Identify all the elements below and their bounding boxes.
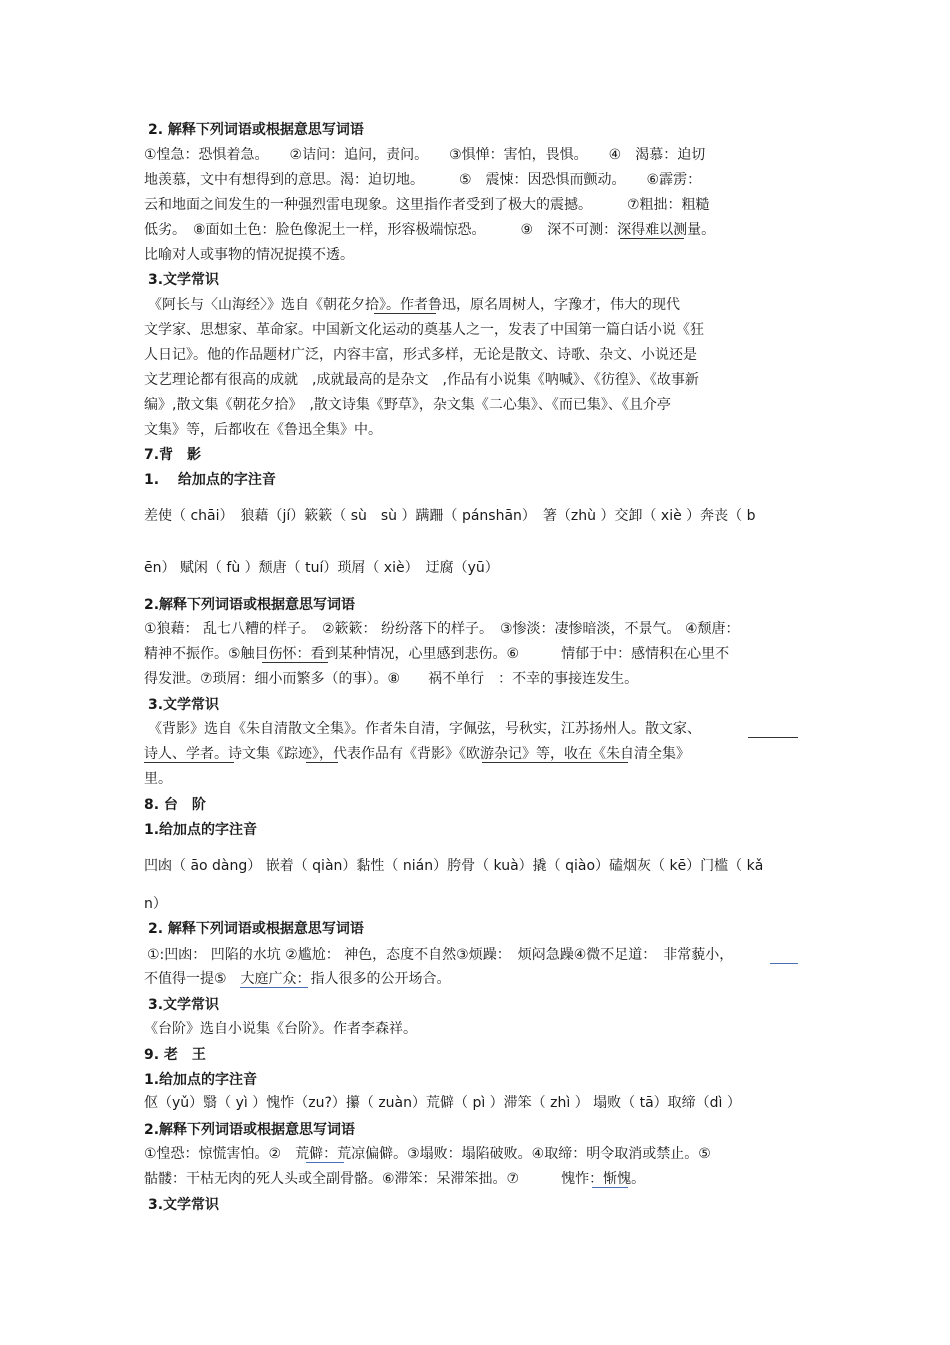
pinyin-line: ēn） 赋闲（ fù ）颓唐（ tuí）琐屑（ xiè） 迂腐（yū） [144, 560, 499, 576]
underline-mark [262, 662, 328, 663]
text-line: ①惶恐：惊慌害怕。② 荒僻：荒凉偏僻。③塌败：塌陷破败。④取缔：明令取消或禁止。⑤ [144, 1146, 711, 1162]
text-line: 编》,散文集《朝花夕拾》 ,散文诗集《野草》，杂文集《二心集》、《而已集》、《且介亭 [144, 397, 671, 413]
underline-mark [482, 762, 628, 763]
chapter-title: 9. 老 王 [144, 1047, 206, 1063]
underline-mark [306, 1162, 344, 1163]
section-heading: 3.文学常识 [148, 1197, 220, 1213]
text-line: 低劣。 ⑧面如土色：脸色像泥土一样，形容极端惊恐。 ⑨ 深不可测：深得难以测量。 [144, 222, 716, 238]
section-heading: 2.解释下列词语或根据意思写词语 [144, 597, 356, 613]
text-line: 地羡慕，文中有想得到的意思。渴：迫切地。 ⑤ 震悚：因恐惧而颤动。 ⑥霹雳： [144, 172, 702, 188]
text-line: 《阿长与〈山海经〉》选自《朝花夕拾》。作者鲁迅，原名周树人，字豫才，伟大的现代 [148, 297, 680, 313]
text-line: 文学家、思想家、革命家。中国新文化运动的奠基人之一，发表了中国第一篇白话小说《狂 [144, 322, 704, 338]
underline-mark [374, 313, 436, 314]
pinyin-line: 凹凼（ āo dàng） 嵌着（ qiàn）黏性（ nián）胯骨（ kuà）撬（ qiào）磕烟灰（ kē）门槛（ kǎ [144, 858, 764, 874]
text-line: 得发泄。⑦琐屑：细小而繁多（的事）。⑧ 祸不单行 ：不幸的事接连发生。 [144, 671, 639, 687]
underline-mark [620, 238, 684, 239]
chapter-title: 8. 台 阶 [144, 797, 206, 813]
text-line: 《背影》选自《朱自清散文全集》。作者朱自清，字佩弦，号秋实，江苏扬州人。散文家、 [148, 721, 701, 737]
text-line: 文集》等，后都收在《鲁迅全集》中。 [144, 422, 382, 438]
section-heading: 2. 解释下列词语或根据意思写词语 [148, 921, 364, 937]
text-line: ①狼藉： 乱七八糟的样子。 ②簌簌： 纷纷落下的样子。 ③惨淡：凄惨暗淡，不景气。 ④颓唐： [144, 621, 740, 637]
text-line: 里。 [144, 771, 172, 787]
text-line: 精神不振作。⑤触目伤怀：看到某种情况，心里感到悲伤。⑥ 情郁于中：感情积在心里不 [144, 646, 730, 662]
text-line: 云和地面之间发生的一种强烈雷电现象。这里指作者受到了极大的震撼。 ⑦粗拙：粗糙 [144, 197, 710, 213]
text-line: 诗人、学者。诗文集《踪迹》，代表作品有《背影》《欧游杂记》等，收在《朱自清全集》 [144, 746, 690, 762]
pinyin-line: 差使（ chāi） 狼藉（jí）簌簌（ sù sù ）蹒跚（ pánshān） 箸（zhù ）交卸（ xiè ）奔丧（ b [144, 508, 756, 524]
text-line: 不值得一提⑤ 大庭广众：指人很多的公开场合。 [144, 971, 451, 987]
underline-mark [748, 737, 798, 738]
text-line: 《台阶》选自小说集《台阶》。作者李森祥。 [144, 1021, 417, 1037]
text-line: 比喻对人或事物的情况捉摸不透。 [144, 247, 354, 263]
text-line: 人日记》。他的作品题材广泛，内容丰富，形式多样，无论是散文、诗歌、杂文、小说还是 [144, 347, 697, 363]
text-line: ①:凹凼： 凹陷的水坑 ②尴尬： 神色，态度不自然③烦躁： 烦闷急躁④微不足道： 非常藐小， [147, 947, 734, 963]
underline-mark [144, 762, 234, 763]
underline-mark [592, 1187, 628, 1188]
text-line: ①惶急：恐惧着急。 ②诘问：追问，责问。 ③惧惮：害怕，畏惧。 ④ 渴慕：迫切 [144, 147, 706, 163]
chapter-title: 7.背 影 [144, 447, 202, 463]
section-heading: 1. 给加点的字注音 [144, 472, 276, 488]
section-heading: 3.文学常识 [148, 272, 220, 288]
section-heading: 3.文学常识 [148, 997, 220, 1013]
text-line: 文艺理论都有很高的成就 ,成就最高的是杂文 ,作品有小说集《呐喊》、《彷徨》、《故事新 [144, 372, 699, 388]
underline-mark [240, 987, 308, 988]
text-line: 骷髅：干枯无肉的死人头或全副骨骼。⑥滞笨：呆滞笨拙。⑦ 愧怍：惭愧。 [144, 1171, 646, 1187]
section-heading: 1.给加点的字注音 [144, 1072, 258, 1088]
section-heading: 1.给加点的字注音 [144, 822, 258, 838]
underline-mark [306, 762, 338, 763]
section-heading: 2.解释下列词语或根据意思写词语 [144, 1122, 356, 1138]
section-heading: 2. 解释下列词语或根据意思写词语 [148, 122, 364, 138]
pinyin-line: 伛（yǔ）翳（ yì ）愧怍（zu?）攥（ zuàn）荒僻（ pì ）滞笨（ zhì ） 塌败（ tā）取缔（dì ） [144, 1095, 741, 1111]
underline-mark [770, 963, 798, 964]
pinyin-line: n） [144, 896, 167, 912]
section-heading: 3.文学常识 [148, 697, 220, 713]
